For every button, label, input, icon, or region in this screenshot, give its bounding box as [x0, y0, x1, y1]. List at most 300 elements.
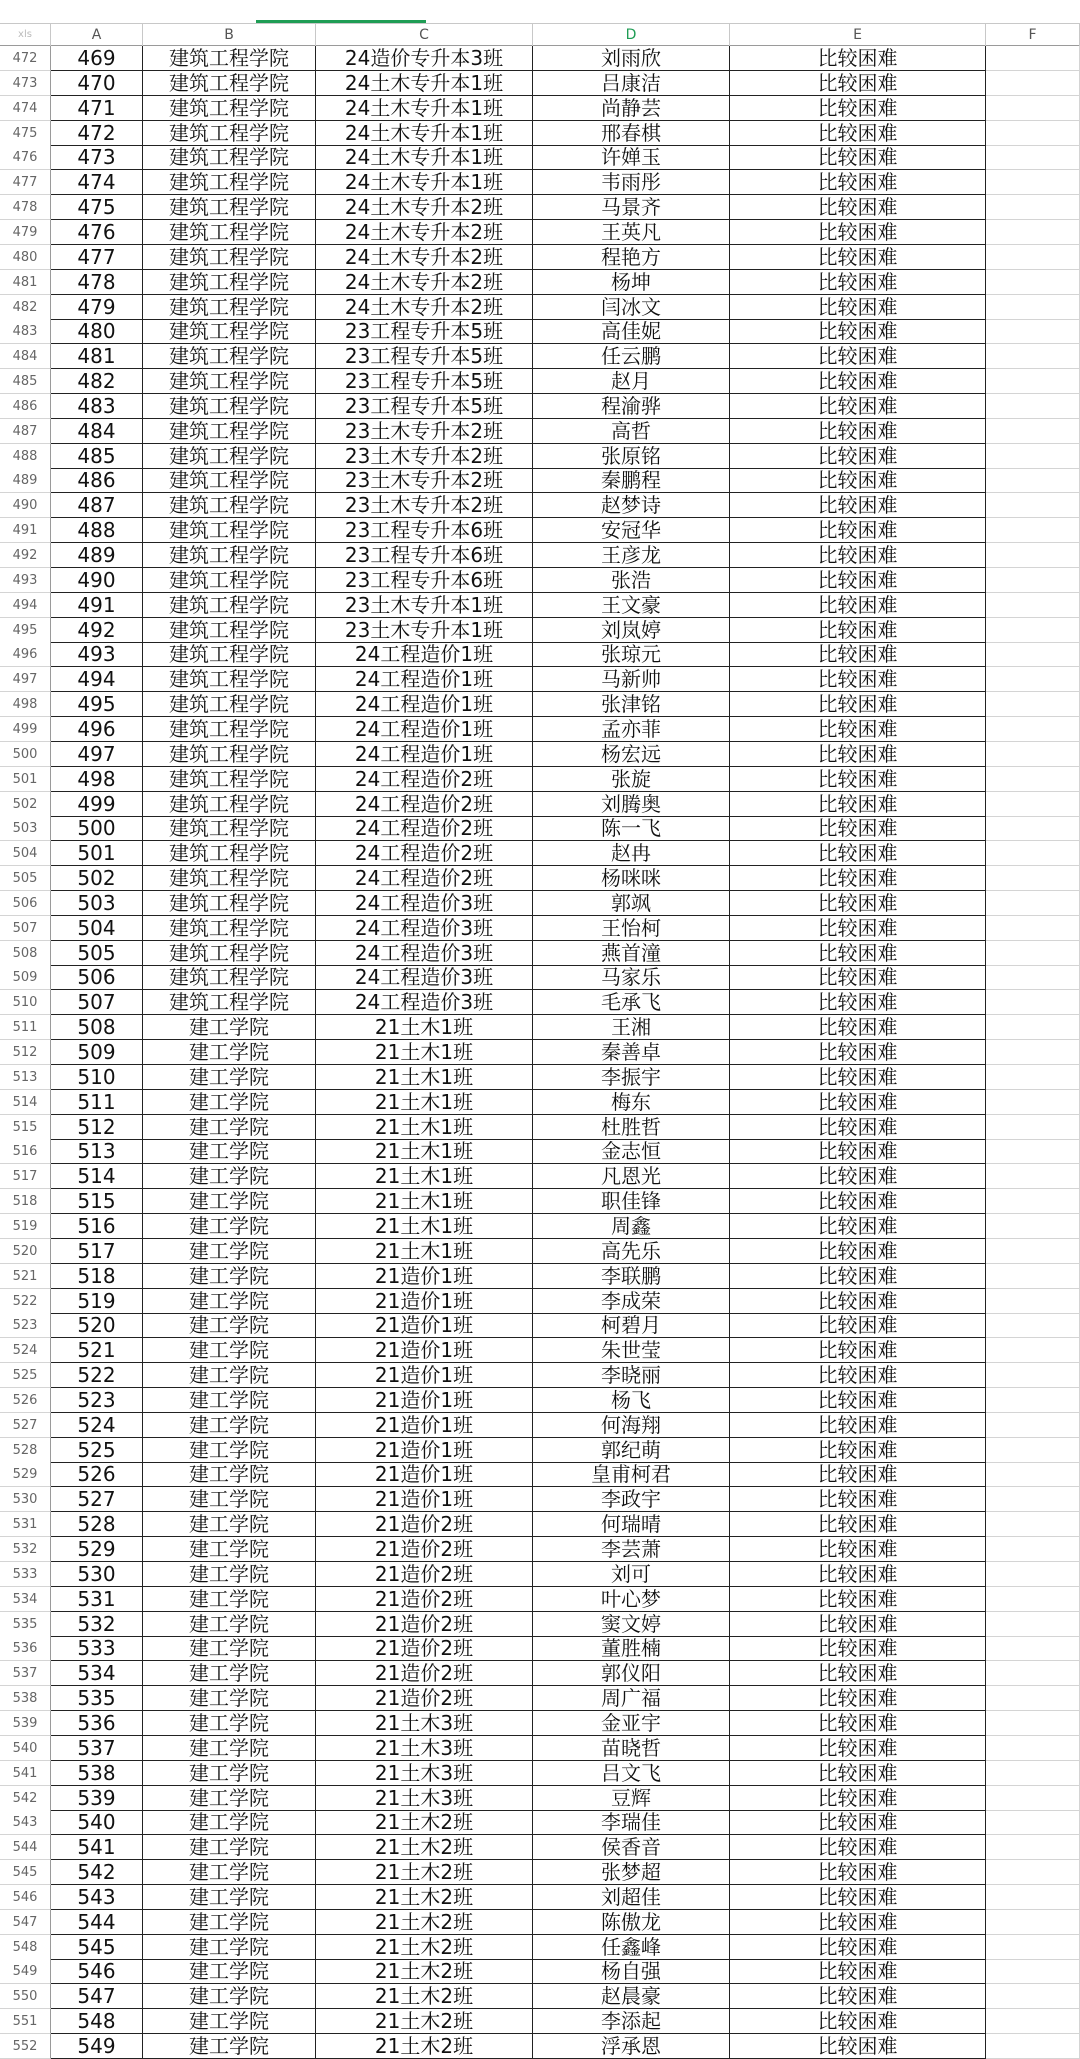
cell-f[interactable]	[986, 767, 1080, 792]
cell-e[interactable]: 比较困难	[730, 1139, 986, 1164]
cell-c[interactable]: 24土木专升本1班	[316, 121, 533, 146]
cell-f[interactable]	[986, 2034, 1080, 2059]
cell-a[interactable]: 548	[51, 2009, 143, 2034]
row-header[interactable]: 515	[0, 1115, 51, 1140]
cell-e[interactable]: 比较困难	[730, 145, 986, 170]
cell-f[interactable]	[986, 468, 1080, 493]
cell-c[interactable]: 21造价1班	[316, 1462, 533, 1487]
row-header[interactable]: 520	[0, 1239, 51, 1264]
cell-b[interactable]: 建筑工程学院	[143, 792, 316, 817]
cell-e[interactable]: 比较困难	[730, 1537, 986, 1562]
row-header[interactable]: 518	[0, 1189, 51, 1214]
cell-c[interactable]: 21造价1班	[316, 1264, 533, 1289]
cell-e[interactable]: 比较困难	[730, 220, 986, 245]
row-header[interactable]: 512	[0, 1040, 51, 1065]
cell-d[interactable]: 朱世莹	[533, 1338, 730, 1363]
cell-d[interactable]: 任云鹏	[533, 344, 730, 369]
cell-a[interactable]: 486	[51, 468, 143, 493]
cell-d[interactable]: 吕文飞	[533, 1761, 730, 1786]
cell-b[interactable]: 建工学院	[143, 1959, 316, 1984]
column-header-c[interactable]: C	[316, 24, 533, 46]
cell-d[interactable]: 皇甫柯君	[533, 1462, 730, 1487]
cell-e[interactable]: 比较困难	[730, 394, 986, 419]
cell-c[interactable]: 21造价1班	[316, 1289, 533, 1314]
row-header[interactable]: 484	[0, 344, 51, 369]
row-header[interactable]: 540	[0, 1736, 51, 1761]
cell-f[interactable]	[986, 1860, 1080, 1885]
cell-a[interactable]: 475	[51, 195, 143, 220]
cell-e[interactable]: 比较困难	[730, 1711, 986, 1736]
cell-b[interactable]: 建工学院	[143, 1512, 316, 1537]
cell-b[interactable]: 建筑工程学院	[143, 170, 316, 195]
cell-a[interactable]: 492	[51, 618, 143, 643]
cell-b[interactable]: 建工学院	[143, 2034, 316, 2059]
cell-f[interactable]	[986, 990, 1080, 1015]
cell-c[interactable]: 24工程造价2班	[316, 792, 533, 817]
cell-f[interactable]	[986, 419, 1080, 444]
row-header[interactable]: 536	[0, 1636, 51, 1661]
cell-d[interactable]: 凡恩光	[533, 1164, 730, 1189]
cell-b[interactable]: 建筑工程学院	[143, 692, 316, 717]
cell-e[interactable]: 比较困难	[730, 667, 986, 692]
cell-e[interactable]: 比较困难	[730, 518, 986, 543]
cell-c[interactable]: 21造价1班	[316, 1438, 533, 1463]
cell-b[interactable]: 建工学院	[143, 1065, 316, 1090]
cell-f[interactable]	[986, 369, 1080, 394]
cell-c[interactable]: 23土木专升本2班	[316, 419, 533, 444]
cell-a[interactable]: 544	[51, 1910, 143, 1935]
row-header[interactable]: 545	[0, 1860, 51, 1885]
cell-f[interactable]	[986, 195, 1080, 220]
cell-a[interactable]: 510	[51, 1065, 143, 1090]
row-header[interactable]: 543	[0, 1810, 51, 1835]
column-header-e[interactable]: E	[730, 24, 986, 46]
cell-c[interactable]: 24工程造价3班	[316, 965, 533, 990]
cell-b[interactable]: 建筑工程学院	[143, 816, 316, 841]
cell-f[interactable]	[986, 1388, 1080, 1413]
select-all-corner[interactable]: xls	[0, 24, 51, 46]
cell-c[interactable]: 21造价2班	[316, 1587, 533, 1612]
cell-d[interactable]: 浮承恩	[533, 2034, 730, 2059]
cell-b[interactable]: 建工学院	[143, 1388, 316, 1413]
cell-c[interactable]: 24工程造价2班	[316, 816, 533, 841]
row-header[interactable]: 528	[0, 1438, 51, 1463]
row-header[interactable]: 475	[0, 121, 51, 146]
column-header-a[interactable]: A	[51, 24, 143, 46]
cell-e[interactable]: 比较困难	[730, 1810, 986, 1835]
cell-c[interactable]: 24土木专升本2班	[316, 245, 533, 270]
row-header[interactable]: 481	[0, 270, 51, 295]
cell-e[interactable]: 比较困难	[730, 767, 986, 792]
row-header[interactable]: 522	[0, 1289, 51, 1314]
cell-c[interactable]: 21造价1班	[316, 1338, 533, 1363]
cell-b[interactable]: 建工学院	[143, 1487, 316, 1512]
cell-a[interactable]: 532	[51, 1612, 143, 1637]
cell-b[interactable]: 建工学院	[143, 1338, 316, 1363]
cell-a[interactable]: 476	[51, 220, 143, 245]
cell-e[interactable]: 比较困难	[730, 841, 986, 866]
cell-a[interactable]: 542	[51, 1860, 143, 1885]
cell-c[interactable]: 24工程造价3班	[316, 916, 533, 941]
cell-d[interactable]: 刘雨欣	[533, 46, 730, 71]
cell-b[interactable]: 建筑工程学院	[143, 767, 316, 792]
cell-f[interactable]	[986, 618, 1080, 643]
cell-e[interactable]: 比较困难	[730, 295, 986, 320]
cell-a[interactable]: 511	[51, 1090, 143, 1115]
cell-d[interactable]: 马新帅	[533, 667, 730, 692]
row-header[interactable]: 482	[0, 295, 51, 320]
cell-f[interactable]	[986, 792, 1080, 817]
cell-e[interactable]: 比较困难	[730, 990, 986, 1015]
column-header-f[interactable]: F	[986, 24, 1080, 46]
cell-c[interactable]: 24土木专升本1班	[316, 96, 533, 121]
cell-d[interactable]: 杨自强	[533, 1959, 730, 1984]
cell-a[interactable]: 473	[51, 145, 143, 170]
cell-c[interactable]: 21土木3班	[316, 1736, 533, 1761]
cell-e[interactable]: 比较困难	[730, 71, 986, 96]
cell-a[interactable]: 547	[51, 1984, 143, 2009]
cell-f[interactable]	[986, 1438, 1080, 1463]
cell-d[interactable]: 刘可	[533, 1562, 730, 1587]
cell-e[interactable]: 比较困难	[730, 1736, 986, 1761]
cell-d[interactable]: 柯碧月	[533, 1313, 730, 1338]
cell-f[interactable]	[986, 1562, 1080, 1587]
cell-a[interactable]: 517	[51, 1239, 143, 1264]
row-header[interactable]: 549	[0, 1959, 51, 1984]
cell-b[interactable]: 建筑工程学院	[143, 220, 316, 245]
cell-d[interactable]: 李晓丽	[533, 1363, 730, 1388]
row-header[interactable]: 500	[0, 742, 51, 767]
cell-b[interactable]: 建筑工程学院	[143, 841, 316, 866]
cell-a[interactable]: 519	[51, 1289, 143, 1314]
cell-e[interactable]: 比较困难	[730, 468, 986, 493]
cell-a[interactable]: 522	[51, 1363, 143, 1388]
cell-d[interactable]: 秦鹏程	[533, 468, 730, 493]
row-header[interactable]: 501	[0, 767, 51, 792]
cell-b[interactable]: 建工学院	[143, 1786, 316, 1811]
cell-b[interactable]: 建工学院	[143, 1289, 316, 1314]
cell-a[interactable]: 530	[51, 1562, 143, 1587]
cell-f[interactable]	[986, 692, 1080, 717]
cell-a[interactable]: 527	[51, 1487, 143, 1512]
cell-b[interactable]: 建筑工程学院	[143, 990, 316, 1015]
row-header[interactable]: 483	[0, 319, 51, 344]
cell-d[interactable]: 安冠华	[533, 518, 730, 543]
cell-a[interactable]: 503	[51, 891, 143, 916]
cell-f[interactable]	[986, 866, 1080, 891]
cell-e[interactable]: 比较困难	[730, 96, 986, 121]
row-header[interactable]: 485	[0, 369, 51, 394]
cell-f[interactable]	[986, 742, 1080, 767]
cell-f[interactable]	[986, 1885, 1080, 1910]
row-header[interactable]: 495	[0, 618, 51, 643]
cell-e[interactable]: 比较困难	[730, 1189, 986, 1214]
cell-c[interactable]: 21土木3班	[316, 1786, 533, 1811]
cell-f[interactable]	[986, 71, 1080, 96]
cell-c[interactable]: 21造价2班	[316, 1636, 533, 1661]
cell-c[interactable]: 21土木2班	[316, 1935, 533, 1960]
cell-e[interactable]: 比较困难	[730, 1065, 986, 1090]
cell-d[interactable]: 张琼元	[533, 642, 730, 667]
row-header[interactable]: 478	[0, 195, 51, 220]
cell-c[interactable]: 21土木1班	[316, 1164, 533, 1189]
cell-f[interactable]	[986, 1537, 1080, 1562]
cell-d[interactable]: 李联鹏	[533, 1264, 730, 1289]
cell-a[interactable]: 498	[51, 767, 143, 792]
row-header[interactable]: 490	[0, 493, 51, 518]
cell-c[interactable]: 23工程专升本5班	[316, 394, 533, 419]
cell-a[interactable]: 470	[51, 71, 143, 96]
cell-a[interactable]: 502	[51, 866, 143, 891]
cell-b[interactable]: 建筑工程学院	[143, 121, 316, 146]
cell-a[interactable]: 537	[51, 1736, 143, 1761]
cell-b[interactable]: 建筑工程学院	[143, 71, 316, 96]
cell-a[interactable]: 499	[51, 792, 143, 817]
row-header[interactable]: 531	[0, 1512, 51, 1537]
cell-a[interactable]: 487	[51, 493, 143, 518]
cell-e[interactable]: 比较困难	[730, 1462, 986, 1487]
row-header[interactable]: 541	[0, 1761, 51, 1786]
cell-a[interactable]: 507	[51, 990, 143, 1015]
cell-b[interactable]: 建工学院	[143, 1885, 316, 1910]
cell-f[interactable]	[986, 170, 1080, 195]
cell-d[interactable]: 高佳妮	[533, 319, 730, 344]
cell-c[interactable]: 24土木专升本1班	[316, 170, 533, 195]
cell-a[interactable]: 501	[51, 841, 143, 866]
cell-f[interactable]	[986, 1835, 1080, 1860]
cell-d[interactable]: 马家乐	[533, 965, 730, 990]
cell-f[interactable]	[986, 1984, 1080, 2009]
cell-b[interactable]: 建筑工程学院	[143, 493, 316, 518]
row-header[interactable]: 487	[0, 419, 51, 444]
cell-b[interactable]: 建筑工程学院	[143, 295, 316, 320]
row-header[interactable]: 533	[0, 1562, 51, 1587]
cell-e[interactable]: 比较困难	[730, 1612, 986, 1637]
row-header[interactable]: 479	[0, 220, 51, 245]
cell-f[interactable]	[986, 1487, 1080, 1512]
cell-b[interactable]: 建筑工程学院	[143, 667, 316, 692]
row-header[interactable]: 521	[0, 1264, 51, 1289]
cell-e[interactable]: 比较困难	[730, 642, 986, 667]
cell-e[interactable]: 比较困难	[730, 543, 986, 568]
cell-e[interactable]: 比较困难	[730, 692, 986, 717]
cell-f[interactable]	[986, 1736, 1080, 1761]
cell-a[interactable]: 474	[51, 170, 143, 195]
cell-f[interactable]	[986, 941, 1080, 966]
cell-f[interactable]	[986, 1761, 1080, 1786]
cell-a[interactable]: 526	[51, 1462, 143, 1487]
cell-b[interactable]: 建筑工程学院	[143, 419, 316, 444]
cell-a[interactable]: 508	[51, 1015, 143, 1040]
cell-f[interactable]	[986, 270, 1080, 295]
cell-f[interactable]	[986, 493, 1080, 518]
cell-f[interactable]	[986, 1935, 1080, 1960]
cell-e[interactable]: 比较困难	[730, 1959, 986, 1984]
cell-e[interactable]: 比较困难	[730, 1313, 986, 1338]
cell-d[interactable]: 张旋	[533, 767, 730, 792]
cell-f[interactable]	[986, 1810, 1080, 1835]
cell-c[interactable]: 21土木1班	[316, 1139, 533, 1164]
cell-f[interactable]	[986, 1239, 1080, 1264]
cell-f[interactable]	[986, 916, 1080, 941]
cell-f[interactable]	[986, 444, 1080, 469]
cell-c[interactable]: 21土木1班	[316, 1065, 533, 1090]
cell-f[interactable]	[986, 1612, 1080, 1637]
cell-f[interactable]	[986, 1661, 1080, 1686]
cell-a[interactable]: 479	[51, 295, 143, 320]
cell-c[interactable]: 24工程造价1班	[316, 717, 533, 742]
cell-d[interactable]: 韦雨彤	[533, 170, 730, 195]
cell-a[interactable]: 514	[51, 1164, 143, 1189]
cell-a[interactable]: 505	[51, 941, 143, 966]
cell-d[interactable]: 杜胜哲	[533, 1115, 730, 1140]
cell-e[interactable]: 比较困难	[730, 419, 986, 444]
row-header[interactable]: 476	[0, 145, 51, 170]
cell-e[interactable]: 比较困难	[730, 1562, 986, 1587]
row-header[interactable]: 506	[0, 891, 51, 916]
cell-d[interactable]: 张津铭	[533, 692, 730, 717]
cell-f[interactable]	[986, 145, 1080, 170]
cell-a[interactable]: 471	[51, 96, 143, 121]
cell-b[interactable]: 建工学院	[143, 1462, 316, 1487]
cell-f[interactable]	[986, 1786, 1080, 1811]
cell-d[interactable]: 许婵玉	[533, 145, 730, 170]
cell-f[interactable]	[986, 642, 1080, 667]
row-header[interactable]: 532	[0, 1537, 51, 1562]
cell-d[interactable]: 王英凡	[533, 220, 730, 245]
cell-e[interactable]: 比较困难	[730, 1289, 986, 1314]
cell-d[interactable]: 李政宇	[533, 1487, 730, 1512]
cell-d[interactable]: 郭飒	[533, 891, 730, 916]
cell-c[interactable]: 21造价1班	[316, 1313, 533, 1338]
cell-d[interactable]: 金亚宇	[533, 1711, 730, 1736]
cell-a[interactable]: 535	[51, 1686, 143, 1711]
cell-a[interactable]: 472	[51, 121, 143, 146]
cell-e[interactable]: 比较困难	[730, 444, 986, 469]
cell-e[interactable]: 比较困难	[730, 1388, 986, 1413]
cell-d[interactable]: 李芸萧	[533, 1537, 730, 1562]
cell-f[interactable]	[986, 1090, 1080, 1115]
cell-d[interactable]: 高哲	[533, 419, 730, 444]
cell-c[interactable]: 23工程专升本6班	[316, 543, 533, 568]
cell-b[interactable]: 建工学院	[143, 1115, 316, 1140]
cell-d[interactable]: 何海翔	[533, 1413, 730, 1438]
cell-b[interactable]: 建筑工程学院	[143, 965, 316, 990]
cell-d[interactable]: 郭仪阳	[533, 1661, 730, 1686]
cell-f[interactable]	[986, 46, 1080, 71]
cell-a[interactable]: 493	[51, 642, 143, 667]
cell-e[interactable]: 比较困难	[730, 1512, 986, 1537]
cell-a[interactable]: 500	[51, 816, 143, 841]
cell-f[interactable]	[986, 1164, 1080, 1189]
cell-e[interactable]: 比较困难	[730, 1636, 986, 1661]
cell-b[interactable]: 建工学院	[143, 1040, 316, 1065]
row-header[interactable]: 502	[0, 792, 51, 817]
cell-e[interactable]: 比较困难	[730, 1860, 986, 1885]
cell-a[interactable]: 525	[51, 1438, 143, 1463]
cell-e[interactable]: 比较困难	[730, 1587, 986, 1612]
cell-f[interactable]	[986, 1711, 1080, 1736]
cell-b[interactable]: 建工学院	[143, 1686, 316, 1711]
cell-d[interactable]: 王湘	[533, 1015, 730, 1040]
cell-a[interactable]: 477	[51, 245, 143, 270]
cell-b[interactable]: 建工学院	[143, 1661, 316, 1686]
row-header[interactable]: 524	[0, 1338, 51, 1363]
cell-a[interactable]: 518	[51, 1264, 143, 1289]
cell-c[interactable]: 23工程专升本6班	[316, 568, 533, 593]
cell-d[interactable]: 王怡柯	[533, 916, 730, 941]
cell-f[interactable]	[986, 543, 1080, 568]
cell-f[interactable]	[986, 518, 1080, 543]
cell-a[interactable]: 478	[51, 270, 143, 295]
cell-f[interactable]	[986, 96, 1080, 121]
cell-d[interactable]: 秦善卓	[533, 1040, 730, 1065]
cell-d[interactable]: 赵晨豪	[533, 1984, 730, 2009]
cell-d[interactable]: 刘腾奥	[533, 792, 730, 817]
cell-a[interactable]: 529	[51, 1537, 143, 1562]
row-header[interactable]: 473	[0, 71, 51, 96]
cell-d[interactable]: 程艳方	[533, 245, 730, 270]
cell-e[interactable]: 比较困难	[730, 816, 986, 841]
row-header[interactable]: 523	[0, 1313, 51, 1338]
cell-c[interactable]: 21造价2班	[316, 1537, 533, 1562]
row-header[interactable]: 472	[0, 46, 51, 71]
cell-a[interactable]: 520	[51, 1313, 143, 1338]
cell-b[interactable]: 建工学院	[143, 1935, 316, 1960]
cell-f[interactable]	[986, 841, 1080, 866]
cell-d[interactable]: 赵月	[533, 369, 730, 394]
cell-e[interactable]: 比较困难	[730, 1264, 986, 1289]
row-header[interactable]: 544	[0, 1835, 51, 1860]
cell-b[interactable]: 建工学院	[143, 1537, 316, 1562]
row-header[interactable]: 492	[0, 543, 51, 568]
cell-f[interactable]	[986, 394, 1080, 419]
cell-c[interactable]: 21土木3班	[316, 1711, 533, 1736]
cell-c[interactable]: 21造价1班	[316, 1413, 533, 1438]
cell-f[interactable]	[986, 1065, 1080, 1090]
column-header-d[interactable]: D	[533, 24, 730, 46]
cell-a[interactable]: 484	[51, 419, 143, 444]
cell-b[interactable]: 建工学院	[143, 1313, 316, 1338]
cell-b[interactable]: 建筑工程学院	[143, 444, 316, 469]
cell-b[interactable]: 建筑工程学院	[143, 642, 316, 667]
row-header[interactable]: 530	[0, 1487, 51, 1512]
cell-b[interactable]: 建工学院	[143, 1612, 316, 1637]
cell-e[interactable]: 比较困难	[730, 1487, 986, 1512]
row-header[interactable]: 513	[0, 1065, 51, 1090]
cell-e[interactable]: 比较困难	[730, 792, 986, 817]
cell-f[interactable]	[986, 1910, 1080, 1935]
cell-d[interactable]: 刘超佳	[533, 1885, 730, 1910]
cell-b[interactable]: 建筑工程学院	[143, 941, 316, 966]
cell-f[interactable]	[986, 717, 1080, 742]
cell-e[interactable]: 比较困难	[730, 593, 986, 618]
cell-f[interactable]	[986, 1313, 1080, 1338]
cell-b[interactable]: 建筑工程学院	[143, 344, 316, 369]
cell-d[interactable]: 陈傲龙	[533, 1910, 730, 1935]
row-header[interactable]: 488	[0, 444, 51, 469]
row-header[interactable]: 480	[0, 245, 51, 270]
cell-d[interactable]: 董胜楠	[533, 1636, 730, 1661]
cell-e[interactable]: 比较困难	[730, 2034, 986, 2059]
cell-a[interactable]: 490	[51, 568, 143, 593]
cell-a[interactable]: 491	[51, 593, 143, 618]
cell-a[interactable]: 482	[51, 369, 143, 394]
cell-d[interactable]: 张浩	[533, 568, 730, 593]
cell-a[interactable]: 495	[51, 692, 143, 717]
cell-d[interactable]: 毛承飞	[533, 990, 730, 1015]
cell-e[interactable]: 比较困难	[730, 1761, 986, 1786]
